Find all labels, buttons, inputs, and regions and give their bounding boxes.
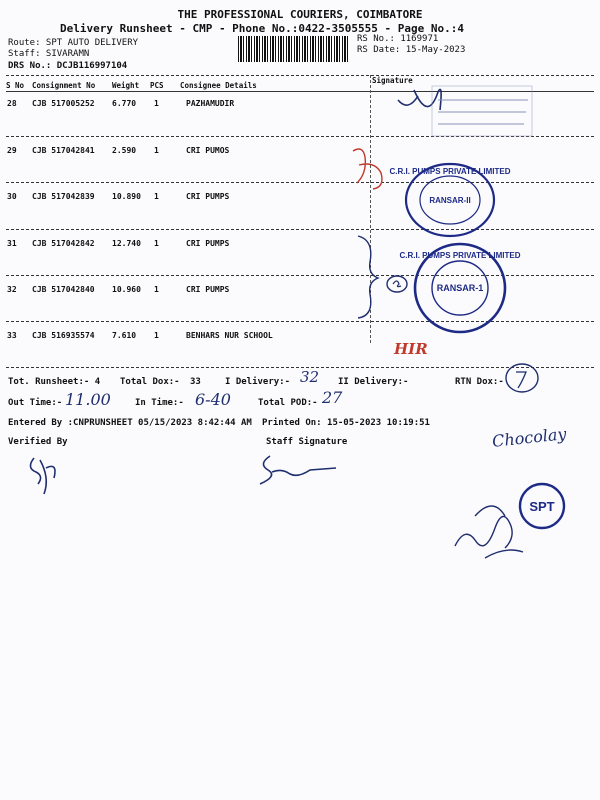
row28-signature-stamp	[388, 82, 538, 140]
header-pcs: PCS	[150, 81, 164, 90]
total-dox-label: Total Dox:-	[120, 377, 180, 387]
row-consignment: CJB 517042841	[32, 146, 95, 155]
row-sno: 33	[7, 331, 17, 340]
row-sno: 32	[7, 285, 17, 294]
row-divider	[6, 182, 594, 183]
row32-circle-mark	[383, 272, 411, 296]
row-consignee: CRI PUMPS	[186, 239, 230, 248]
header-consignment: Consignment No	[32, 81, 96, 90]
row31-32-brace	[352, 232, 382, 322]
total-pod-value: 27	[322, 388, 343, 407]
verifier-signature	[22, 448, 72, 498]
customer-handwritten-note: Chocolay	[491, 424, 568, 451]
row-consignment: CJB 517005252	[32, 99, 95, 108]
company-title: THE PROFESSIONAL COURIERS, COIMBATORE	[177, 8, 423, 21]
row-weight: 7.610	[112, 331, 137, 340]
row-pcs: 1	[154, 239, 159, 248]
header-signature: Signature	[372, 76, 413, 85]
rtn-dox-handwritten-mark	[500, 360, 544, 396]
stamp-text-ransar-2: RANSAR-II	[429, 196, 471, 205]
rs-number: RS No.: 1169971	[357, 34, 439, 44]
row-pcs: 1	[154, 285, 159, 294]
cri-pumps-stamp-ransar-2	[389, 160, 511, 240]
row-pcs: 1	[154, 331, 159, 340]
total-runsheet: Tot. Runsheet:- 4	[8, 377, 101, 387]
staff-info: Staff: SIVARAMN	[8, 49, 90, 59]
barcode	[238, 36, 350, 62]
total-dox-value: 33	[190, 377, 201, 387]
row-consignment: CJB 517042842	[32, 239, 95, 248]
row-weight: 10.960	[112, 285, 141, 294]
row-weight: 2.590	[112, 146, 137, 155]
runsheet-title: Delivery Runsheet - CMP - Phone No.:0422-3505555 - Page No.:4	[60, 22, 464, 35]
stamp-text-ransar-1: RANSAR-1	[436, 283, 484, 293]
row-divider	[6, 229, 594, 230]
rtn-dox-label: RTN Dox:-	[455, 377, 504, 387]
header-sno: S No	[6, 81, 25, 90]
header-weight: Weight	[112, 81, 140, 90]
header-consignee: Consignee Details	[180, 81, 257, 90]
i-delivery-value: 32	[300, 368, 320, 386]
row-consignment: CJB 516935574	[32, 331, 95, 340]
table-row	[7, 99, 17, 108]
i-delivery-label: I Delivery:-	[225, 377, 291, 387]
row-consignee: CRI PUMPS	[186, 285, 230, 294]
row-consignee: CRI PUMOS	[186, 146, 230, 155]
row-pcs: 1	[154, 99, 159, 108]
out-time-label: Out Time:-	[8, 398, 63, 408]
table-row	[7, 239, 17, 248]
in-time-label: In Time:-	[135, 398, 184, 408]
stamp-text-cri-pumps: C.R.I. PUMPS PRIVATE LIMITED	[399, 251, 521, 260]
rs-date: RS Date: 15-May-2023	[357, 45, 466, 55]
in-time-value: 6-40	[195, 390, 231, 409]
row-consignment: CJB 517042839	[32, 192, 95, 201]
table-row	[7, 285, 17, 294]
row-consignee: CRI PUMPS	[186, 192, 230, 201]
row-consignee: PAZHAMUDIR	[186, 99, 235, 108]
drs-number: DRS No.: DCJB116997104	[8, 61, 128, 71]
row-weight: 12.740	[112, 239, 141, 248]
cri-pumps-stamp-ransar-1	[399, 238, 521, 338]
table-top-rule	[6, 75, 594, 76]
ii-delivery-label: II Delivery:-	[338, 377, 409, 387]
row-sno: 30	[7, 192, 17, 201]
row-weight: 6.770	[112, 99, 137, 108]
row-sno: 29	[7, 146, 17, 155]
verified-by-label: Verified By	[8, 437, 68, 447]
row-weight: 10.890	[112, 192, 141, 201]
staff-signature	[250, 450, 340, 490]
spt-stamp-text: SPT	[529, 499, 555, 514]
row-pcs: 1	[154, 146, 159, 155]
row-sno: 28	[7, 99, 17, 108]
entered-by: Entered By :CNPRUNSHEET 05/15/2023 8:42:44 AM	[8, 418, 252, 428]
table-row	[7, 331, 17, 340]
route-info: Route: SPT AUTO DELIVERY	[8, 38, 139, 48]
table-row	[7, 192, 17, 201]
row-consignee: BENHARS NUR SCHOOL	[186, 331, 273, 340]
staff-signature-label: Staff Signature	[266, 437, 348, 447]
out-time-value: 11.00	[65, 390, 111, 409]
row-consignment: CJB 517042840	[32, 285, 95, 294]
row-pcs: 1	[154, 192, 159, 201]
stamp-text-cri-pumps: C.R.I. PUMPS PRIVATE LIMITED	[389, 167, 511, 176]
row-sno: 31	[7, 239, 17, 248]
table-row	[7, 146, 17, 155]
printed-on: Printed On: 15-05-2023 10:19:51	[262, 418, 430, 428]
row33-handwritten-mark: HIR	[394, 340, 428, 358]
total-pod-label: Total POD:-	[258, 398, 318, 408]
spt-stamp-and-signature	[445, 476, 570, 566]
